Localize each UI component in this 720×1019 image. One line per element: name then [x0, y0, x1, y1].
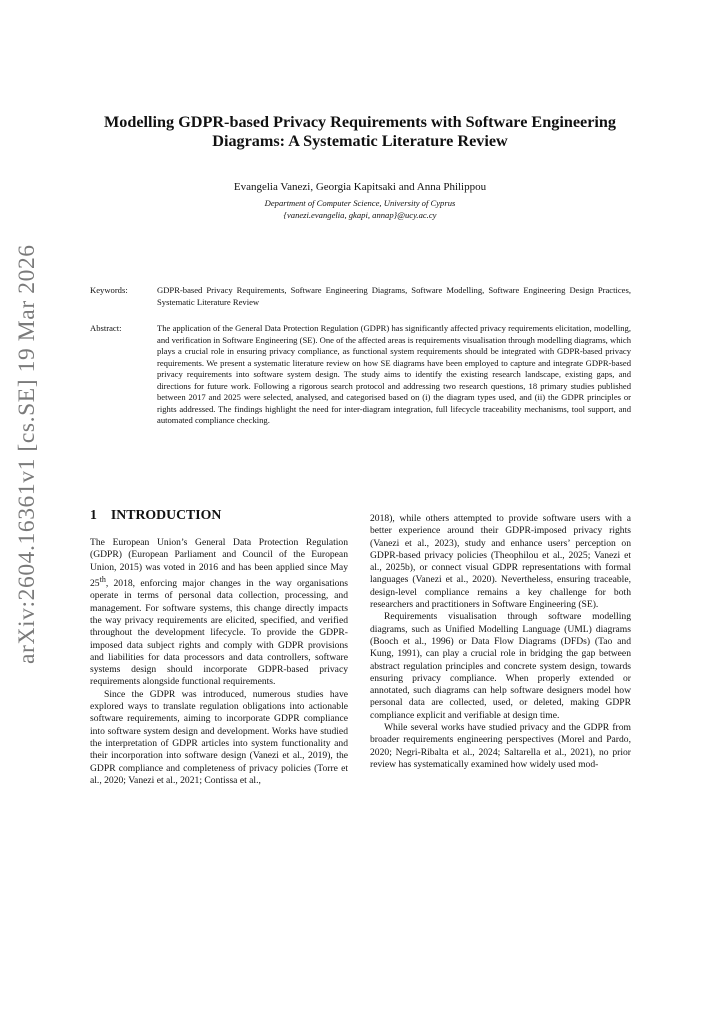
superscript-th: th	[99, 574, 106, 584]
intro-paragraph-5: While several works have studied privacy and the GDPR from broader requirements engineering perspectives (Morel and Pardo, 2020; Negri-Ribalta et al., 2024; Saltarella et al., 2021), no prior review has systematically examined how widely used mod-	[370, 722, 631, 770]
section-title: INTRODUCTION	[110, 507, 222, 522]
paper-title: Modelling GDPR-based Privacy Requirements with Software Engineering Diagrams: A Systematic Literature Review	[104, 113, 616, 150]
intro-paragraph-1-start: The European Union’s General Data Protection Regulation (GDPR) (European Parliament and Council of the European Union, 2015) was voted in 2016 and has been applied since May 25	[90, 537, 348, 590]
intro-paragraph-1	[90, 537, 348, 689]
left-column	[90, 537, 348, 787]
intro-paragraph-4: Requirements visualisation through software modelling diagrams, such as Unified Modelling Language (UML) diagrams (Booch et al., 1996) or Data Flow Diagrams (DFDs) (Tao and Kung, 1991), can play a crucial role in bridging the gap between abstract regulation principles and concrete system design, towards ensuring privacy compliance. When properly extended or annotated, such diagrams can help software designers model how personal data are collected, used, or deleted, making GDPR compliance explicit and verifiable at design time.	[370, 611, 631, 721]
keywords-text: GDPR-based Privacy Requirements, Software Engineering Diagrams, Software Modelling, Software Engineering Design Practices, Systematic Literature Review	[157, 285, 631, 307]
intro-paragraph-1-end: , 2018, enforcing major changes in the way organisations operate in terms of personal data collection, processing, and management. For software systems, this change directly impacts the way privacy requirements are elicited, specified, and verified throughout the development lifecycle. To provide the GDPR-imposed data subject rights and comply with GDPR provisions and liabilities for data processors and data controllers, software systems design should incorporate GDPR-based privacy requirements alongside functional requirements.	[90, 578, 348, 688]
keywords-label: Keywords:	[90, 285, 128, 295]
right-column	[370, 513, 631, 771]
affiliation-emails: {vanezi.evangelia, gkapi, annap}@ucy.ac.cy	[283, 209, 437, 220]
abstract-text: The application of the General Data Protection Regulation (GDPR) has significantly affected privacy requirements elicitation, modelling, and verification in Software Engineering (SE). One of the affected areas is requirements visualisation through modelling diagrams, which plays a crucial role in ensuring privacy compliance, as functional system requirements should be integrated with GDPR-based privacy requirements. We present a systematic literature review on how SE diagrams have been employed to capture and integrate GDPR-based privacy requirements into software system design. The study aims to identify the existing research landscape, existing gaps, and directions for future work. Following a rigorous search protocol and addressing two research questions, 18 primary studies published between 2017 and 2025 were selected, analysed, and categorised based on (i) the diagram types used, and (ii) the GDPR principles or rights addressed. The findings highlight the need for inter-diagram integration, full lifecycle traceability mechanisms, tool support, and automated compliance checking.	[157, 323, 631, 425]
section-heading	[90, 507, 221, 523]
arxiv-side-identifier: arXiv:2604.16361v1 [cs.SE] 19 Mar 2026	[14, 244, 40, 664]
section-number: 1	[90, 507, 97, 522]
abstract-label: Abstract:	[90, 323, 122, 333]
affiliation-block	[100, 198, 620, 221]
intro-paragraph-3: 2018), while others attempted to provide software users with a better experience around their GDPR-imposed privacy rights (Vanezi et al., 2023), study and enhance users’ perception on GDPR-based privacy policies (Theophilou et al., 2025; Vanezi et al., 2025b), or connect visual GDPR representations with formal languages (Vanezi et al., 2020). Nevertheless, ensuring traceable, design-level compliance remains a key challenge for both researchers and practitioners in Software Engineering (SE).	[370, 513, 631, 611]
affiliation-department: Department of Computer Science, University of Cyprus	[264, 198, 456, 208]
intro-paragraph-2: Since the GDPR was introduced, numerous studies have explored ways to translate regulation obligations into actionable software requirements, aiming to incorporate GDPR compliance into software system design and development. Works have studied the interpretation of GDPR articles into system functionality and their incorporation into software design (Vanezi et al., 2019), the GDPR compliance and completeness of privacy policies (Torre et al., 2020; Vanezi et al., 2021; Contissa et al.,	[90, 688, 348, 786]
author-list: Evangelia Vanezi, Georgia Kapitsaki and Anna Philippou	[233, 181, 487, 193]
